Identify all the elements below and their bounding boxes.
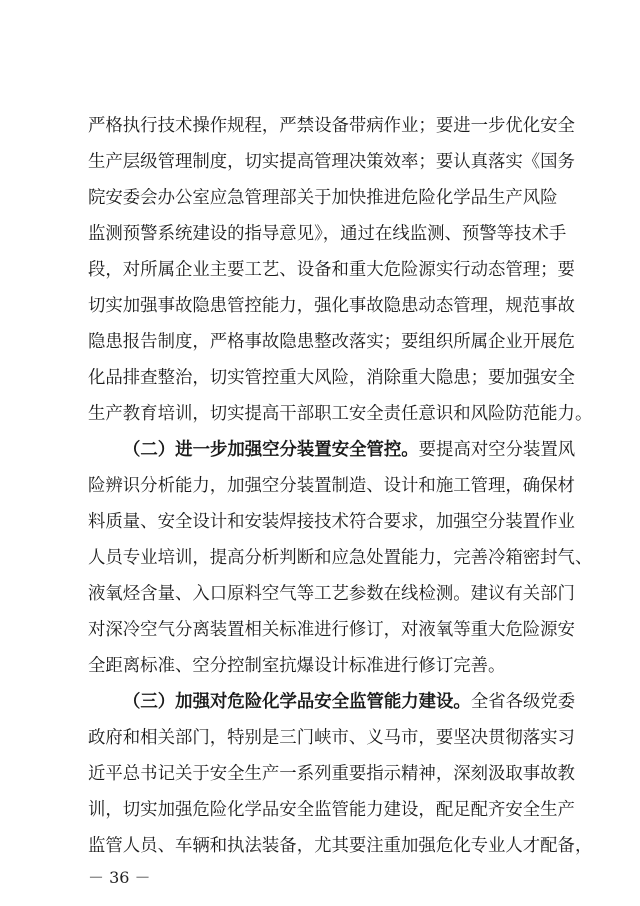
paragraph-2-line: 对深冷空气分离装置相关标准进行修订，对液氧等重大危险源安 — [88, 620, 575, 640]
paragraph-text: 要提高对空分装置风 — [418, 440, 576, 460]
paragraph-1-line: 严格执行技术操作规程，严禁设备带病作业；要进一步优化安全 — [88, 116, 575, 136]
paragraph-1-line: 院安委会办公室应急管理部关于加快推进危险化学品生产风险 — [88, 188, 558, 208]
paragraph-1-line: 生产层级管理制度，切实提高管理决策效率；要认真落实《国务 — [88, 152, 575, 172]
paragraph-1-line: 生产教育培训，切实提高干部职工安全责任意识和风险防范能力。 — [88, 404, 593, 424]
paragraph-2-line: 液氧烃含量、入口原料空气等工艺参数在线检测。建议有关部门 — [88, 584, 575, 604]
paragraph-3-line: 监管人员、车辆和执法装备，尤其要注重加强危化专业人才配备， — [88, 836, 593, 856]
paragraph-3-first-line — [123, 687, 576, 717]
paragraph-2-line: 全距离标准、空分控制室抗爆设计标准进行修订完善。 — [88, 656, 506, 676]
paragraph-1-line: 监测预警系统建设的指导意见》，通过在线监测、预警等技术手 — [88, 224, 567, 244]
paragraph-2-line: 人员专业培训，提高分析判断和应急处置能力，完善冷箱密封气、 — [88, 548, 593, 568]
paragraph-1-line: 隐患报告制度，严格事故隐患整改落实；要组织所属企业开展危 — [88, 332, 575, 352]
paragraph-3-line: 训，切实加强危险化学品安全监管能力建设，配足配齐安全生产 — [88, 800, 575, 820]
paragraph-1-line: 化品排查整治，切实管控重大风险，消除重大隐患；要加强安全 — [88, 368, 575, 388]
page-number: － 36 － — [88, 868, 151, 887]
paragraph-1-line: 段，对所属企业主要工艺、设备和重大危险源实行动态管理；要 — [88, 260, 575, 280]
paragraph-2-first-line — [123, 435, 576, 465]
paragraph-text: 全省各级党委 — [470, 692, 576, 712]
section-heading: （三）加强对危险化学品安全监管能力建设。 — [123, 692, 471, 712]
section-heading: （二）进一步加强空分装置安全管控。 — [123, 440, 419, 460]
paragraph-3-line: 近平总书记关于安全生产一系列重要指示精神，深刻汲取事故教 — [88, 764, 575, 784]
paragraph-2-line: 料质量、安全设计和安装焊接技术符合要求，加强空分装置作业 — [88, 512, 575, 532]
paragraph-1-line: 切实加强事故隐患管控能力，强化事故隐患动态管理，规范事故 — [88, 296, 575, 316]
paragraph-2-line: 险辨识分析能力，加强空分装置制造、设计和施工管理，确保材 — [88, 476, 575, 496]
paragraph-3-line: 政府和相关部门，特别是三门峡市、义马市，要坚决贯彻落实习 — [88, 728, 575, 748]
